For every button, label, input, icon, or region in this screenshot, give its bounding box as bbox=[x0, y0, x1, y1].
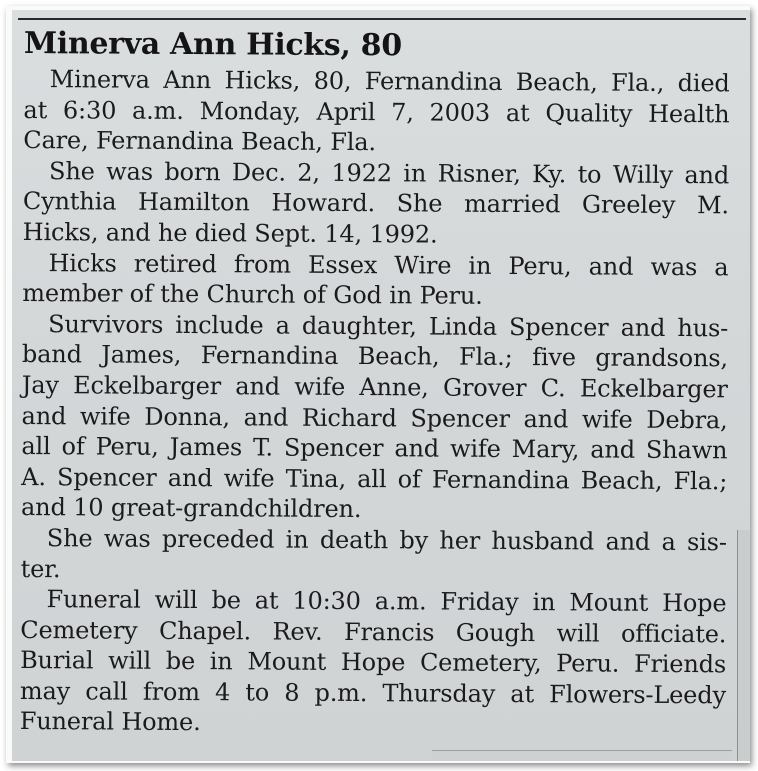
adjacent-column-edge bbox=[737, 530, 750, 761]
text-line: Burial will be in Mount Hope Cemetery, Peru. Friends bbox=[20, 646, 727, 679]
text-line: may call from 4 to 8 p.m. Thursday at Flowers-Leedy bbox=[19, 676, 726, 710]
photo-frame bbox=[6, 6, 750, 763]
paragraph-services bbox=[20, 584, 727, 741]
obituary-article bbox=[20, 24, 730, 741]
paragraph-career bbox=[22, 248, 728, 313]
text-line: all of Peru, James T. Spencer and wife Mary, and Shawn bbox=[21, 432, 728, 465]
text-line: She was born Dec. 2, 1922 in Risner, Ky. to Willy and bbox=[49, 156, 730, 190]
text-line: Minerva Ann Hicks, 80, Fernandina Beach, Fla., died bbox=[49, 65, 730, 98]
paragraph-survivors bbox=[21, 309, 728, 527]
obituary-headline: Minerva Ann Hicks, 80 bbox=[23, 25, 402, 64]
text-line: Funeral Home. bbox=[19, 707, 201, 737]
text-line: Hicks retired from Essex Wire in Peru, and was a bbox=[48, 248, 729, 281]
text-line: ter. bbox=[20, 554, 61, 583]
paragraph-death-notice bbox=[23, 64, 730, 160]
text-line: Cemetery Chapel. Rev. Francis Gough will officiate. bbox=[20, 615, 727, 648]
text-line: at 6:30 a.m. Monday, April 7, 2003 at Quality Health bbox=[23, 95, 730, 128]
text-line: and wife Donna, and Richard Spencer and wife Debra, bbox=[21, 401, 728, 434]
text-line: Survivors include a daughter, Linda Spencer and hus- bbox=[48, 309, 729, 343]
text-line: Funeral will be at 10:30 a.m. Friday in Mount Hope bbox=[46, 585, 727, 618]
text-line: Care, Fernandina Beach, Fla. bbox=[23, 126, 377, 157]
text-line: member of the Church of God in Peru. bbox=[22, 279, 483, 310]
text-line: and 10 great-grandchildren. bbox=[20, 493, 362, 524]
text-line: A. Spencer and wife Tina, all of Fernandina Beach, Fla.; bbox=[21, 462, 728, 496]
adjacent-article-edge bbox=[432, 750, 732, 761]
column-top-rule bbox=[18, 18, 746, 20]
text-line: Cynthia Hamilton Howard. She married Greeley M. bbox=[22, 187, 729, 220]
paragraph-preceded bbox=[21, 523, 727, 588]
text-line: Jay Eckelbarger and wife Anne, Grover C. Eckelbarger bbox=[21, 370, 728, 404]
newspaper-clipping bbox=[12, 10, 750, 761]
text-line: She was preceded in death by her husband and a sis- bbox=[46, 524, 727, 557]
paragraph-birth-marriage bbox=[23, 156, 730, 252]
text-line: Hicks, and he died Sept. 14, 1992. bbox=[22, 217, 438, 249]
text-line: band James, Fernandina Beach, Fla.; five grandsons, bbox=[21, 340, 729, 373]
